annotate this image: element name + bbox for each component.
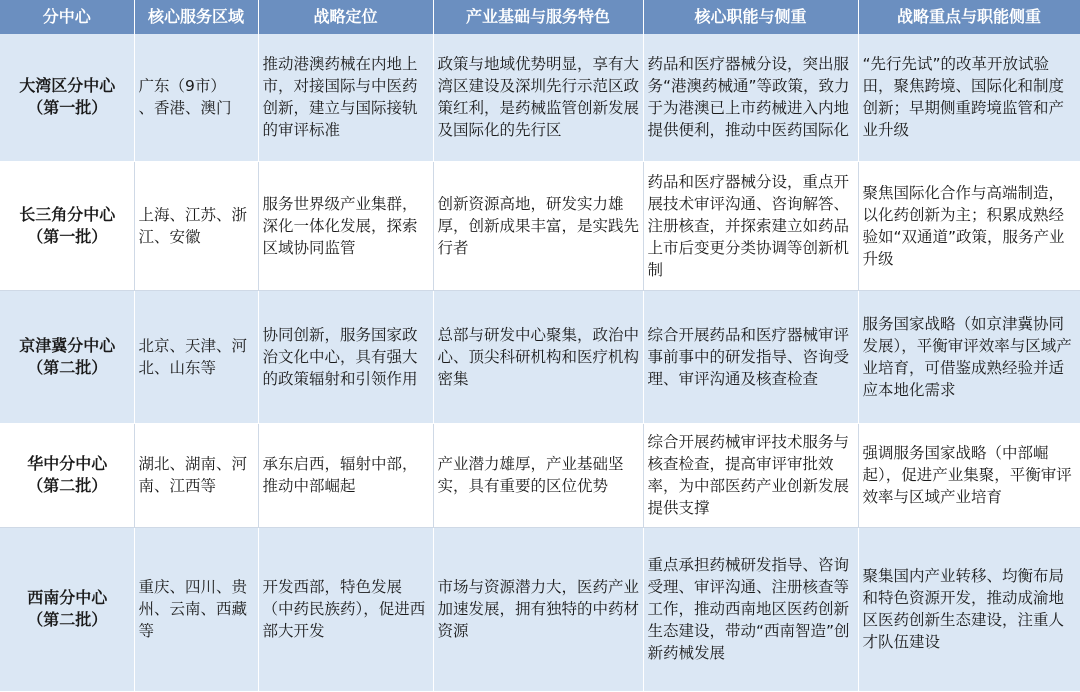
center-name: 西南分中心 （第二批）	[0, 527, 134, 691]
strategic-positioning: 开发西部，特色发展（中药民族药），促进西部大开发	[258, 527, 433, 691]
industry-foundation: 政策与地域优势明显，享有大湾区建设及深圳先行示范区政策红利，是药械监管创新发展及国际化的先行区	[433, 34, 643, 161]
strategic-focus: “先行先试”的改革开放试验田，聚焦跨境、国际化和制度创新；早期侧重跨境监管和产业升级	[858, 34, 1080, 161]
strategic-positioning: 协同创新，服务国家政治文化中心，具有强大的政策辐射和引领作用	[258, 290, 433, 423]
core-functions: 综合开展药品和医疗器械审评事前事中的研发指导、咨询受理、审评沟通及核查检查	[643, 290, 858, 423]
center-name: 长三角分中心 （第一批）	[0, 161, 134, 290]
table-row	[0, 161, 1080, 290]
core-functions: 综合开展药械审评技术服务与核查检查，提高审评审批效率，为中部医药产业创新发展提供支撑	[643, 423, 858, 527]
header-row	[0, 0, 1080, 34]
header-positioning: 战略定位	[258, 0, 433, 34]
header-center: 分中心	[0, 0, 134, 34]
strategic-focus: 聚焦国际化合作与高端制造，以化药创新为主；积累成熟经验如“双通道”政策，服务产业升级	[858, 161, 1080, 290]
table-row	[0, 423, 1080, 527]
strategic-focus: 聚集国内产业转移、均衡布局和特色资源开发，推动成渝地区医药创新生态建设，注重人才队伍建设	[858, 527, 1080, 691]
strategic-positioning: 服务世界级产业集群，深化一体化发展，探索区域协同监管	[258, 161, 433, 290]
center-name: 京津冀分中心 （第二批）	[0, 290, 134, 423]
industry-foundation: 市场与资源潜力大，医药产业加速发展，拥有独特的中药材资源	[433, 527, 643, 691]
table-row	[0, 527, 1080, 691]
core-functions: 重点承担药械研发指导、咨询受理、审评沟通、注册核查等工作，推动西南地区医药创新生态建设，带动“西南智造”创新药械发展	[643, 527, 858, 691]
header-functions: 核心职能与侧重	[643, 0, 858, 34]
industry-foundation: 总部与研发中心聚集，政治中心、顶尖科研机构和医疗机构密集	[433, 290, 643, 423]
service-region: 上海、江苏、浙江、安徽	[134, 161, 258, 290]
header-region: 核心服务区域	[134, 0, 258, 34]
strategic-focus: 服务国家战略（如京津冀协同发展），平衡审评效率与区域产业培育，可借鉴成熟经验并适应本地化需求	[858, 290, 1080, 423]
strategic-positioning: 承东启西，辐射中部，推动中部崛起	[258, 423, 433, 527]
center-name: 大湾区分中心 （第一批）	[0, 34, 134, 161]
center-name: 华中分中心 （第二批）	[0, 423, 134, 527]
service-region: 广东（9市） 、香港、澳门	[134, 34, 258, 161]
industry-foundation: 产业潜力雄厚，产业基础坚实，具有重要的区位优势	[433, 423, 643, 527]
table-row	[0, 34, 1080, 161]
service-region: 北京、天津、河北、山东等	[134, 290, 258, 423]
industry-foundation: 创新资源高地，研发实力雄厚，创新成果丰富，是实践先行者	[433, 161, 643, 290]
core-functions: 药品和医疗器械分设，突出服务“港澳药械通”等政策，致力于为港澳已上市药械进入内地提供便利，推动中医药国际化	[643, 34, 858, 161]
service-region: 湖北、湖南、河南、江西等	[134, 423, 258, 527]
table-row	[0, 290, 1080, 423]
service-region: 重庆、四川、贵州、云南、西藏等	[134, 527, 258, 691]
header-foundation: 产业基础与服务特色	[433, 0, 643, 34]
core-functions: 药品和医疗器械分设，重点开展技术审评沟通、咨询解答、注册核查，并探索建立如药品上市后变更分类协调等创新机制	[643, 161, 858, 290]
strategic-positioning: 推动港澳药械在内地上市，对接国际与中医药创新，建立与国际接轨的审评标准	[258, 34, 433, 161]
strategic-focus: 强调服务国家战略（中部崛起），促进产业集聚，平衡审评效率与区域产业培育	[858, 423, 1080, 527]
header-focus: 战略重点与职能侧重	[858, 0, 1080, 34]
